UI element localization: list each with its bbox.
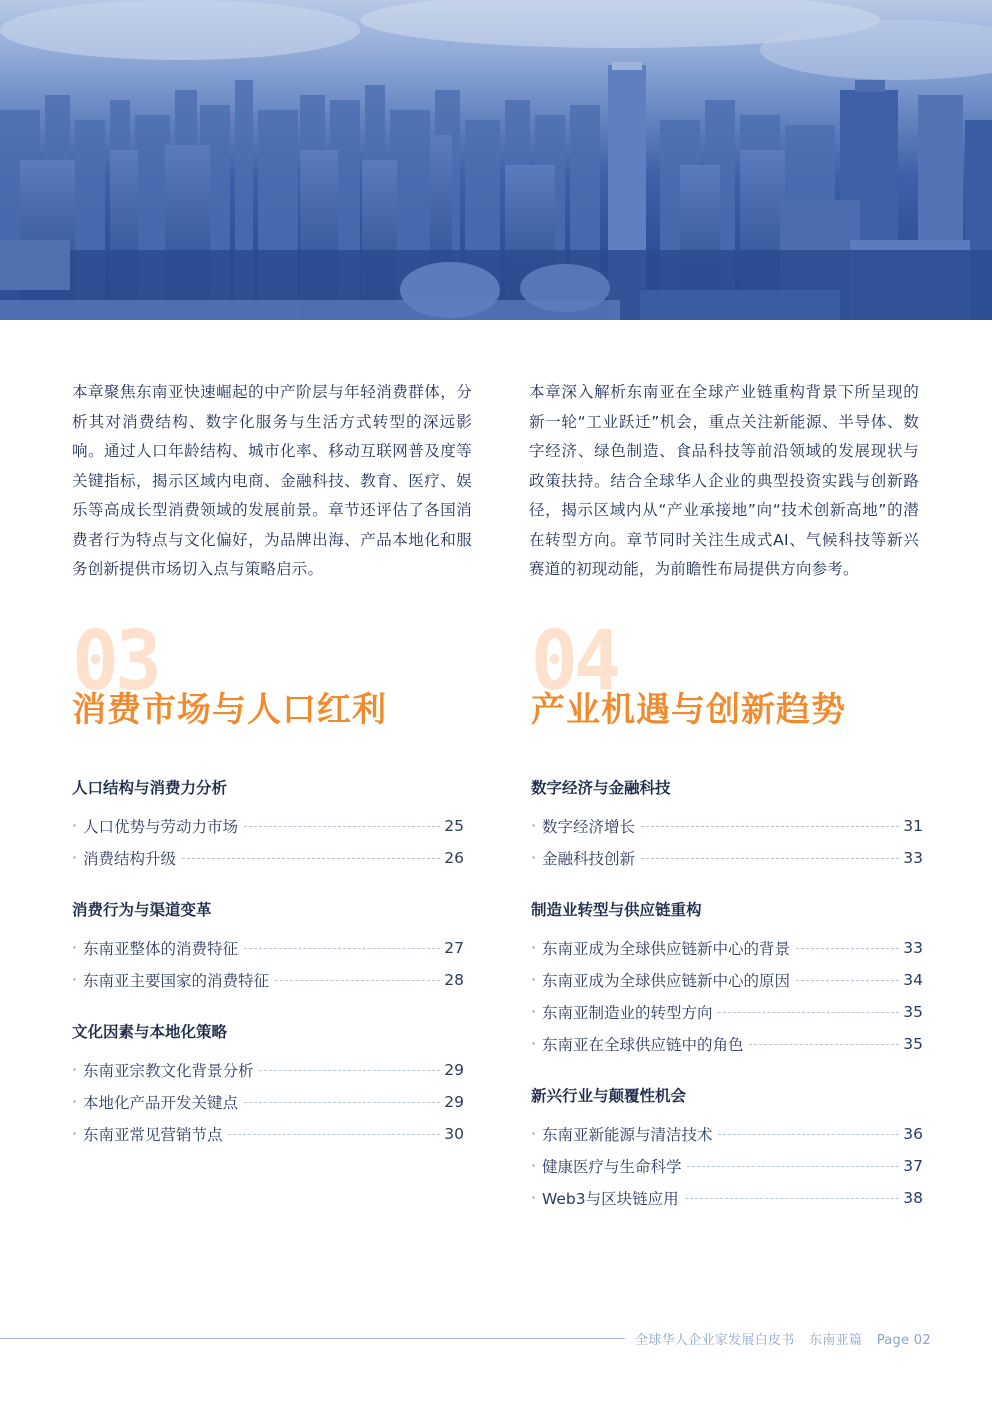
toc-entry-label: 东南亚整体的消费特征 bbox=[82, 940, 238, 958]
dotted-leader bbox=[641, 858, 899, 859]
toc-entry-label: 健康医疗与生命科学 bbox=[541, 1158, 682, 1176]
toc-entry-page-number: 30 bbox=[444, 1125, 464, 1143]
chapter-title: 产业机遇与创新趋势 bbox=[531, 690, 846, 730]
toc-section-title: 消费行为与渠道变革 bbox=[72, 901, 212, 919]
toc-entry-label: 东南亚新能源与清洁技术 bbox=[541, 1126, 713, 1144]
toc-entry-page-number: 28 bbox=[444, 971, 464, 989]
toc-entry-page-number: 29 bbox=[444, 1061, 464, 1079]
bullet-icon: · bbox=[531, 817, 536, 835]
bullet-icon: · bbox=[72, 1061, 77, 1079]
toc-section-title: 制造业转型与供应链重构 bbox=[531, 901, 702, 919]
chapter-04-intro-paragraph: 本章深入解析东南亚在全球产业链重构背景下所呈现的新一轮“工业跃迁”机会，重点关注新能源、半导体、数字经济、绿色制造、食品科技等前沿领域的发展现状与政策扶持。结合全球华人企业的典型投资实践与创新路径，揭示区域内从“产业承接地”向“技术创新高地”的潜在转型方向。章节同时关注生成式AI、气候科技等新兴赛道的初现动能，为前瞻性布局提供方向参考。 bbox=[529, 383, 919, 578]
toc-entry[interactable] bbox=[531, 932, 923, 964]
toc-entry-label: 消费结构升级 bbox=[82, 850, 176, 868]
dotted-leader bbox=[259, 1070, 440, 1071]
chapter-03-header bbox=[72, 614, 464, 733]
hero-cityscape-image bbox=[0, 0, 992, 320]
toc-entry[interactable] bbox=[531, 964, 923, 996]
toc-entry[interactable] bbox=[531, 1118, 923, 1150]
dotted-leader bbox=[244, 826, 440, 827]
toc-section bbox=[531, 778, 923, 874]
dotted-leader bbox=[718, 1012, 899, 1013]
toc-entry-label: Web3与区块链应用 bbox=[541, 1190, 679, 1208]
toc-entry-page-number: 27 bbox=[444, 939, 464, 957]
toc-entry-page-number: 29 bbox=[444, 1093, 464, 1111]
toc-entry[interactable] bbox=[72, 964, 464, 996]
chapter-number: 04 bbox=[531, 614, 617, 709]
bullet-icon: · bbox=[531, 1125, 536, 1143]
toc-entry[interactable] bbox=[531, 996, 923, 1028]
toc-entry[interactable] bbox=[531, 1028, 923, 1060]
dotted-leader bbox=[228, 1134, 440, 1135]
bullet-icon: · bbox=[72, 1125, 77, 1143]
toc-entry-page-number: 33 bbox=[903, 849, 923, 867]
toc-entry[interactable] bbox=[72, 810, 464, 842]
toc-entry-page-number: 37 bbox=[903, 1157, 923, 1175]
bullet-icon: · bbox=[531, 849, 536, 867]
footer-publication: 全球华人企业家发展白皮书 bbox=[635, 1333, 795, 1348]
toc-entry-label: 东南亚宗教文化背景分析 bbox=[82, 1062, 254, 1080]
chapter-03-table-of-contents bbox=[72, 778, 464, 1176]
toc-entry[interactable] bbox=[531, 810, 923, 842]
bullet-icon: · bbox=[531, 1003, 536, 1021]
chapter-04-header bbox=[531, 614, 923, 733]
dotted-leader bbox=[182, 858, 440, 859]
footer-page-number: Page 02 bbox=[876, 1333, 931, 1348]
toc-entry-page-number: 35 bbox=[903, 1035, 923, 1053]
toc-entry-label: 人口优势与劳动力市场 bbox=[82, 818, 238, 836]
toc-entry-page-number: 31 bbox=[903, 817, 923, 835]
toc-section-title: 新兴行业与颠覆性机会 bbox=[531, 1087, 687, 1105]
dotted-leader bbox=[687, 1166, 899, 1167]
bullet-icon: · bbox=[72, 817, 77, 835]
chapter-03-intro-paragraph: 本章聚焦东南亚快速崛起的中产阶层与年轻消费群体，分析其对消费结构、数字化服务与生活方式转型的深远影响。通过人口年龄结构、城市化率、移动互联网普及度等关键指标，揭示区域内电商、金融科技、教育、医疗、娱乐等高成长型消费领域的发展前景。章节还评估了各国消费者行为特点与文化偏好，为品牌出海、产品本地化和服务创新提供市场切入点与策略启示。 bbox=[72, 383, 472, 578]
bullet-icon: · bbox=[531, 939, 536, 957]
toc-section bbox=[72, 1022, 464, 1150]
skyline-illustration bbox=[0, 0, 992, 320]
toc-section-title: 人口结构与消费力分析 bbox=[72, 779, 228, 797]
toc-entry-page-number: 38 bbox=[903, 1189, 923, 1207]
toc-section bbox=[531, 1086, 923, 1214]
bullet-icon: · bbox=[72, 939, 77, 957]
dotted-leader bbox=[275, 980, 440, 981]
toc-entry-page-number: 33 bbox=[903, 939, 923, 957]
toc-section bbox=[531, 900, 923, 1060]
toc-entry[interactable] bbox=[531, 1150, 923, 1182]
dotted-leader bbox=[749, 1044, 899, 1045]
toc-entry[interactable] bbox=[531, 842, 923, 874]
dotted-leader bbox=[796, 980, 899, 981]
dotted-leader bbox=[718, 1134, 899, 1135]
toc-entry-page-number: 26 bbox=[444, 849, 464, 867]
toc-section-title: 数字经济与金融科技 bbox=[531, 779, 671, 797]
chapter-number: 03 bbox=[72, 614, 158, 709]
toc-entry[interactable] bbox=[72, 1054, 464, 1086]
toc-entry[interactable] bbox=[72, 842, 464, 874]
bullet-icon: · bbox=[72, 1093, 77, 1111]
toc-entry[interactable] bbox=[531, 1182, 923, 1214]
bullet-icon: · bbox=[72, 971, 77, 989]
toc-entry-label: 东南亚制造业的转型方向 bbox=[541, 1004, 713, 1022]
toc-entry-page-number: 36 bbox=[903, 1125, 923, 1143]
toc-entry[interactable] bbox=[72, 1086, 464, 1118]
dotted-leader bbox=[685, 1198, 899, 1199]
footer-divider bbox=[0, 1338, 625, 1339]
toc-entry-page-number: 34 bbox=[903, 971, 923, 989]
bullet-icon: · bbox=[531, 1189, 536, 1207]
bullet-icon: · bbox=[531, 1035, 536, 1053]
toc-entry-label: 东南亚成为全球供应链新中心的原因 bbox=[541, 972, 790, 990]
toc-entry-label: 东南亚常见营销节点 bbox=[82, 1126, 223, 1144]
bullet-icon: · bbox=[531, 971, 536, 989]
toc-entry-label: 东南亚成为全球供应链新中心的背景 bbox=[541, 940, 790, 958]
toc-entry-page-number: 25 bbox=[444, 817, 464, 835]
chapter-04-table-of-contents bbox=[531, 778, 923, 1240]
footer bbox=[635, 1329, 941, 1348]
bullet-icon: · bbox=[531, 1157, 536, 1175]
dotted-leader bbox=[244, 948, 440, 949]
toc-section bbox=[72, 778, 464, 874]
dotted-leader bbox=[244, 1102, 440, 1103]
toc-section bbox=[72, 900, 464, 996]
dotted-leader bbox=[641, 826, 899, 827]
toc-entry-label: 数字经济增长 bbox=[541, 818, 635, 836]
dotted-leader bbox=[796, 948, 899, 949]
toc-entry-label: 本地化产品开发关键点 bbox=[82, 1094, 238, 1112]
toc-entry[interactable] bbox=[72, 1118, 464, 1150]
footer-edition: 东南亚篇 bbox=[809, 1333, 863, 1348]
toc-section-title: 文化因素与本地化策略 bbox=[72, 1023, 228, 1041]
chapter-title: 消费市场与人口红利 bbox=[72, 690, 387, 730]
toc-entry-label: 金融科技创新 bbox=[541, 850, 635, 868]
toc-entry-page-number: 35 bbox=[903, 1003, 923, 1021]
toc-entry[interactable] bbox=[72, 932, 464, 964]
toc-entry-label: 东南亚在全球供应链中的角色 bbox=[541, 1036, 744, 1054]
toc-entry-label: 东南亚主要国家的消费特征 bbox=[82, 972, 269, 990]
bullet-icon: · bbox=[72, 849, 77, 867]
